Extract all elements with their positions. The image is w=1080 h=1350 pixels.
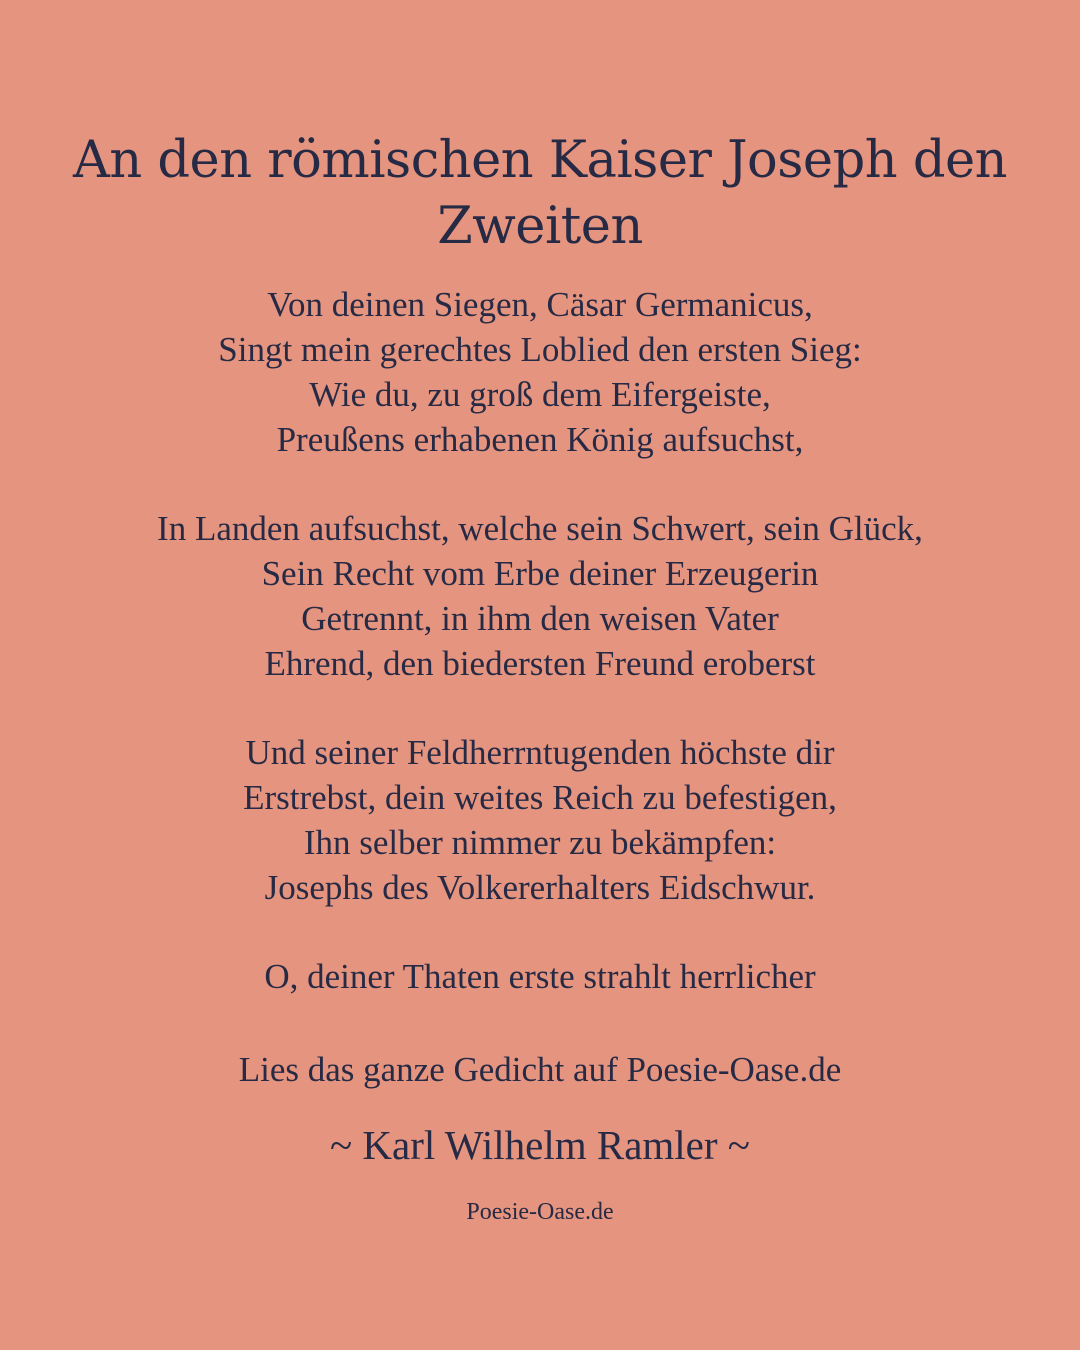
author-name: ~ Karl Wilhelm Ramler ~ [330, 1122, 750, 1168]
verse-line: Wie du, zu groß dem Eifergeiste, [309, 375, 771, 414]
verse-line: Und seiner Feldherrntugenden höchste dir [245, 733, 835, 772]
poem-body [20, 282, 1060, 999]
verse-line: Sein Recht vom Erbe deiner Erzeugerin [261, 554, 819, 593]
verse-line: Preußens erhabenen König aufsuchst, [276, 420, 804, 459]
verse-line: Getrennt, in ihm den weisen Vater [301, 599, 779, 638]
verse-line: Erstrebst, dein weites Reich zu befestigen, [243, 778, 837, 817]
title-line: An den römischen Kaiser Joseph den [73, 131, 1007, 190]
verse-line: Von deinen Siegen, Cäsar Germanicus, [267, 285, 813, 324]
site-watermark: Poesie-Oase.de [466, 1199, 614, 1225]
poem-title [40, 128, 1040, 260]
verse-line: In Landen aufsuchst, welche sein Schwert, sein Glück, [157, 509, 923, 548]
read-more-text: Lies das ganze Gedicht auf Poesie-Oase.de [238, 1050, 842, 1089]
stanza [20, 282, 1060, 462]
verse-line: Ehrend, den biedersten Freund eroberst [264, 644, 816, 683]
stanza [20, 730, 1060, 910]
stanza [20, 506, 1060, 686]
stanza [20, 954, 1060, 999]
verse-line: Singt mein gerechtes Loblied den ersten Sieg: [218, 330, 862, 369]
verse-line: O, deiner Thaten erste strahlt herrlicher [264, 957, 816, 996]
verse-line: Josephs des Volkererhalters Eidschwur. [264, 868, 816, 907]
title-line: Zweiten [437, 197, 643, 256]
verse-line: Ihn selber nimmer zu bekämpfen: [303, 823, 777, 862]
